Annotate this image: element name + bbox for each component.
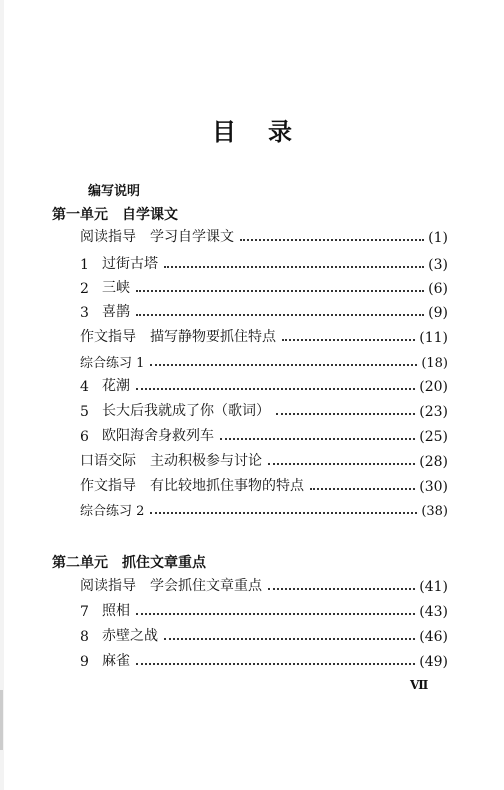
leader-dots <box>150 512 417 514</box>
leader-dots <box>240 239 424 241</box>
entry-title: 综合练习 2 <box>80 504 145 519</box>
entry-page: (30) <box>419 479 448 495</box>
entry-page: (23) <box>419 404 448 420</box>
toc-entry[interactable] <box>80 475 448 495</box>
toc-entry[interactable] <box>80 400 448 420</box>
unit-heading-1 <box>52 204 178 224</box>
toc-entry[interactable] <box>80 375 448 395</box>
entry-page: (38) <box>421 504 448 519</box>
entry-category: 作文指导 <box>80 329 136 345</box>
entry-title: 长大后我就成了你（歌词） <box>102 403 270 419</box>
entry-number: 3 <box>80 305 89 321</box>
toc-entry[interactable] <box>80 650 448 670</box>
unit-title: 自学课文 <box>122 207 178 223</box>
unit-number: 第一单元 <box>52 207 108 223</box>
unit-heading-2 <box>52 552 206 572</box>
leader-dots <box>136 613 415 615</box>
entry-number: 1 <box>80 257 89 273</box>
toc-entry[interactable] <box>80 301 448 321</box>
entry-page: (43) <box>419 604 448 620</box>
entry-page: (9) <box>428 305 448 321</box>
entry-title: 欧阳海舍身救列车 <box>102 428 214 444</box>
leader-dots <box>136 290 424 292</box>
entry-number: 4 <box>80 379 89 395</box>
preface-link[interactable]: 编写说明 <box>88 184 141 199</box>
entry-page: (11) <box>419 330 448 346</box>
entry-page: (41) <box>419 579 448 595</box>
entry-number: 9 <box>80 654 89 670</box>
entry-title: 学会抓住文章重点 <box>150 578 262 594</box>
entry-category: 口语交际 <box>80 453 136 469</box>
toc-entry[interactable] <box>80 351 448 371</box>
entry-page: (3) <box>428 257 448 273</box>
leader-dots <box>136 663 415 665</box>
entry-title: 赤壁之战 <box>102 628 158 644</box>
entry-title: 麻雀 <box>102 653 130 669</box>
entry-page: (46) <box>419 629 448 645</box>
toc-entry[interactable] <box>80 600 448 620</box>
entry-page: (49) <box>419 654 448 670</box>
entry-title: 照相 <box>102 603 130 619</box>
entry-number: 6 <box>80 429 89 445</box>
entry-category: 作文指导 <box>80 478 136 494</box>
leader-dots <box>164 638 415 640</box>
leader-dots <box>282 339 415 341</box>
entry-page: (1) <box>428 230 448 246</box>
entry-title: 学习自学课文 <box>150 229 234 245</box>
toc-entry[interactable] <box>80 425 448 445</box>
entry-title: 描写静物要抓住特点 <box>150 329 276 345</box>
toc-entry[interactable] <box>80 499 448 519</box>
toc-entry[interactable] <box>80 326 448 346</box>
entry-page: (25) <box>419 429 448 445</box>
page-title: 目录 <box>212 118 324 146</box>
entry-page: (20) <box>419 379 448 395</box>
toc-entry[interactable] <box>80 226 448 246</box>
leader-dots <box>150 364 417 366</box>
entry-title: 综合练习 1 <box>80 356 145 371</box>
page-number: Ⅶ <box>410 678 429 692</box>
entry-page: (18) <box>421 356 448 371</box>
leader-dots <box>136 314 424 316</box>
toc-entry[interactable] <box>80 625 448 645</box>
entry-title: 花潮 <box>102 378 130 394</box>
leader-dots <box>268 588 415 590</box>
toc-entry[interactable] <box>80 253 448 273</box>
toc-entry[interactable] <box>80 277 448 297</box>
entry-title: 主动积极参与讨论 <box>150 453 262 469</box>
entry-number: 5 <box>80 404 89 420</box>
entry-category: 阅读指导 <box>80 229 136 245</box>
entry-title: 三峡 <box>102 280 130 296</box>
entry-page: (28) <box>419 454 448 470</box>
unit-title: 抓住文章重点 <box>122 555 206 571</box>
entry-title: 有比较地抓住事物的特点 <box>150 478 304 494</box>
leader-dots <box>136 388 415 390</box>
entry-number: 8 <box>80 629 89 645</box>
entry-number: 7 <box>80 604 89 620</box>
entry-page: (6) <box>428 281 448 297</box>
entry-title: 喜鹊 <box>102 304 130 320</box>
leader-dots <box>276 413 415 415</box>
leader-dots <box>220 438 415 440</box>
leader-dots <box>164 266 424 268</box>
entry-category: 阅读指导 <box>80 578 136 594</box>
leader-dots <box>268 463 415 465</box>
toc-entry[interactable] <box>80 450 448 470</box>
entry-title: 过街古塔 <box>102 256 158 272</box>
unit-number: 第二单元 <box>52 555 108 571</box>
entry-number: 2 <box>80 281 89 297</box>
toc-entry[interactable] <box>80 575 448 595</box>
leader-dots <box>310 488 415 490</box>
scan-edge-mark <box>0 690 3 750</box>
